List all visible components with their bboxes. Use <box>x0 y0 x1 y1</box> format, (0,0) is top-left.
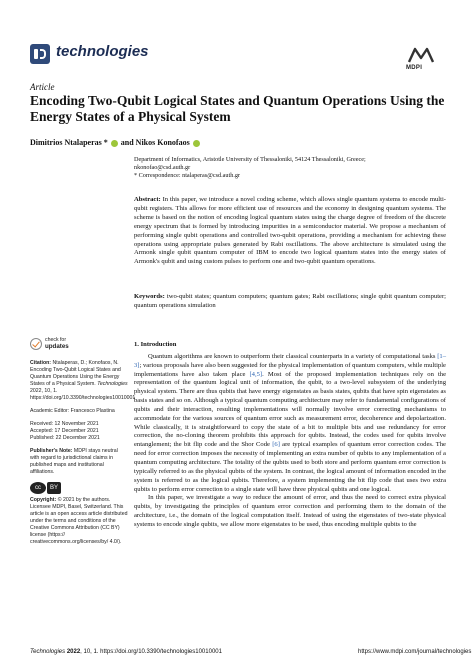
accepted-date: Accepted: 17 December 2021 <box>30 428 99 434</box>
citation-doi[interactable]: 2022, 10, 1. https://doi.org/10.3390/technologies10010001 <box>30 388 136 401</box>
affiliations <box>134 156 434 180</box>
check-for-updates-icon <box>30 338 42 350</box>
section-heading: 1. Introduction <box>134 341 177 348</box>
author-name[interactable]: Dimitrios Ntalaperas * <box>30 138 108 147</box>
academic-editor: Academic Editor: Francesco Plastina <box>30 408 115 414</box>
check-line-2: updates <box>45 343 69 350</box>
abstract-text: In this paper, we introduce a novel coding scheme, which allows single quantum systems to encode multi-qubit registers. This allows for more efficient use of resources and the economy in designing quantum systems. The scheme is based on the notion of encoding logical quantum states using the charge degree of freedom of the discrete energy spectrum that is formed by introducing impurities in a semiconductor material. We propose a mechanism of performing single qubit operations and controlled two-qubit operations, providing a mechanism for achieving these operations using appropriate pulses generated by Rabi oscillations. The above architecture is simulated using the Armonk single qubit quantum computer of IBM to encode two logical quantum states into the energy states of Armonk's qubit and using custom pulses to perform one and two-qubit quantum operations. <box>134 196 447 266</box>
footer-citation <box>30 649 222 655</box>
article-title: Encoding Two-Qubit Logical States and Quantum Operations Using the Energy States of a Physical System <box>30 93 445 124</box>
citation <box>30 360 136 402</box>
author-list <box>30 138 201 147</box>
copyright-text: © 2021 by the authors. Licensee MDPI, Basel, Switzerland. This article is an open access article distributed under the terms and conditions of the Creative Commons Attribution (CC BY) license (https:// creativecommons.org/licenses/by/ 4.0/). <box>30 497 128 545</box>
abstract <box>134 196 446 267</box>
keywords-label: Keywords: <box>134 293 165 300</box>
journal-logo-icon <box>30 44 50 64</box>
orcid-icon[interactable] <box>111 140 118 147</box>
paragraph-2: In this paper, we investigate a way to reduce the amount of error, and thus the need to correct extra physical qubits, by investigating the principles of quantum error correction and performing them to the domain of the architecture, i.e., the domain of the logical computation itself. Instead of using the eigenstates of two-state physical systems to encode single qubits, we allow more eigenstates to be used, thus encoding multiple qubits to the <box>134 494 446 528</box>
author-name[interactable]: Nikos Konofaos <box>135 138 190 147</box>
text-run: . Most of the proposed implementation techniques rely on the representation of the quantum logical unit of information, the qubit, to a two-level subsystem of the underlying physical system. There are thus qubits that have energy eigenstates as basis states, qubits that have spin eigenstates as basis states and so on. Although a typical quantum computing architecture may refer to fundamental configurations of qubits and their interaction, resulting implementations will normally involve error correcting mechanisms to accommodate for the various sources of quantum error such as measurement error, decoherence and depolarization. While classically, it is straightforward to copy the state of a bit to multiple bits and use redundancy for error correction, the no-cloning theorem prohibits this approach for qubits. Instead, the codes used for qubits involve entanglement; the bit flip code and the Shor Code <box>134 370 447 449</box>
sidebar <box>30 337 136 552</box>
affiliation-email[interactable]: nkonofao@csd.auth.gr <box>134 164 191 171</box>
citation-text: Ntalaperas, D.; Konofaos, N. Encoding Two-Qubit Logical States and Quantum Operations Using the Energy States of a Physical System. <box>30 360 121 387</box>
copyright <box>30 497 128 546</box>
check-updates-button[interactable] <box>30 338 128 350</box>
citation-label: Citation: <box>30 360 52 366</box>
footer-journal: Technologies <box>30 649 66 655</box>
publisher-note-label: Publisher's Note: <box>30 448 73 454</box>
affiliation-line: Department of Informatics, Aristotle University of Thessaloniki, 54124 Thessaloniki, Greece; <box>134 156 366 163</box>
footer-url[interactable]: https://www.mdpi.com/journal/technologies <box>358 649 472 655</box>
publisher-note <box>30 448 128 476</box>
published-date: Published: 22 December 2021 <box>30 435 100 441</box>
author-conjunction: and <box>120 138 134 147</box>
citation-link[interactable]: [1–3] <box>134 352 446 369</box>
by-mark: BY <box>47 482 61 494</box>
footer-year: 2022 <box>66 649 81 655</box>
check-line-1: check for <box>45 337 67 344</box>
publisher-name: MDPI <box>406 65 423 71</box>
footer-doi[interactable]: , 10, 1. https://doi.org/10.3390/technologies10010001 <box>80 649 222 655</box>
citation-journal: Technologies <box>97 381 128 387</box>
keywords <box>134 293 446 311</box>
received-date: Received: 12 November 2021 <box>30 421 99 427</box>
correspondence: * Correspondence: ntalaperas@csd.auth.gr <box>134 172 241 179</box>
cc-mark: cc <box>30 482 46 494</box>
cc-by-license-icon[interactable] <box>30 482 128 494</box>
body-text <box>134 341 446 530</box>
copyright-label: Copyright: <box>30 497 57 503</box>
citation-link[interactable]: [4,5] <box>249 370 263 378</box>
mdpi-logo-icon <box>407 46 435 64</box>
paragraph-1 <box>134 353 446 495</box>
article-type: Article <box>30 82 55 92</box>
text-run: are typical examples of quantum error correction codes. The need for error correction imposes the necessity of implementing an extra number of qubits to any implementation of a quantum computing architecture. The totality of the qubits used to both store and perform quantum error correction is typically referred to as the physical qubits of the system. In contrast, the logical amount of information encoded in the system is referred to as the logical qubits. Therefore, a system implementing the bit flip code that uses two extra qubits to perform error correction to a single state will have three physical qubits and one logical. <box>134 441 446 493</box>
text-run: Quantum algorithms are known to outperform their classical counterparts in a variety of computational tasks <box>148 352 438 360</box>
orcid-icon[interactable] <box>193 140 200 147</box>
dates <box>30 421 128 442</box>
journal-name: technologies <box>56 43 149 60</box>
abstract-label: Abstract: <box>134 196 161 203</box>
publisher-note-text: MDPI stays neutral with regard to jurisdictional claims in published maps and institutional affiliations. <box>30 448 118 475</box>
keywords-text: two-qubit states; quantum computers; quantum gates; Rabi oscillations; single qubit quantum computer; quantum operations simulation <box>134 293 446 309</box>
citation-link[interactable]: [6] <box>272 441 280 449</box>
text-run: ; various proposals have also been suggested for the physical implementation of quantum computers, while multiple implementations have also taken place <box>134 361 446 378</box>
